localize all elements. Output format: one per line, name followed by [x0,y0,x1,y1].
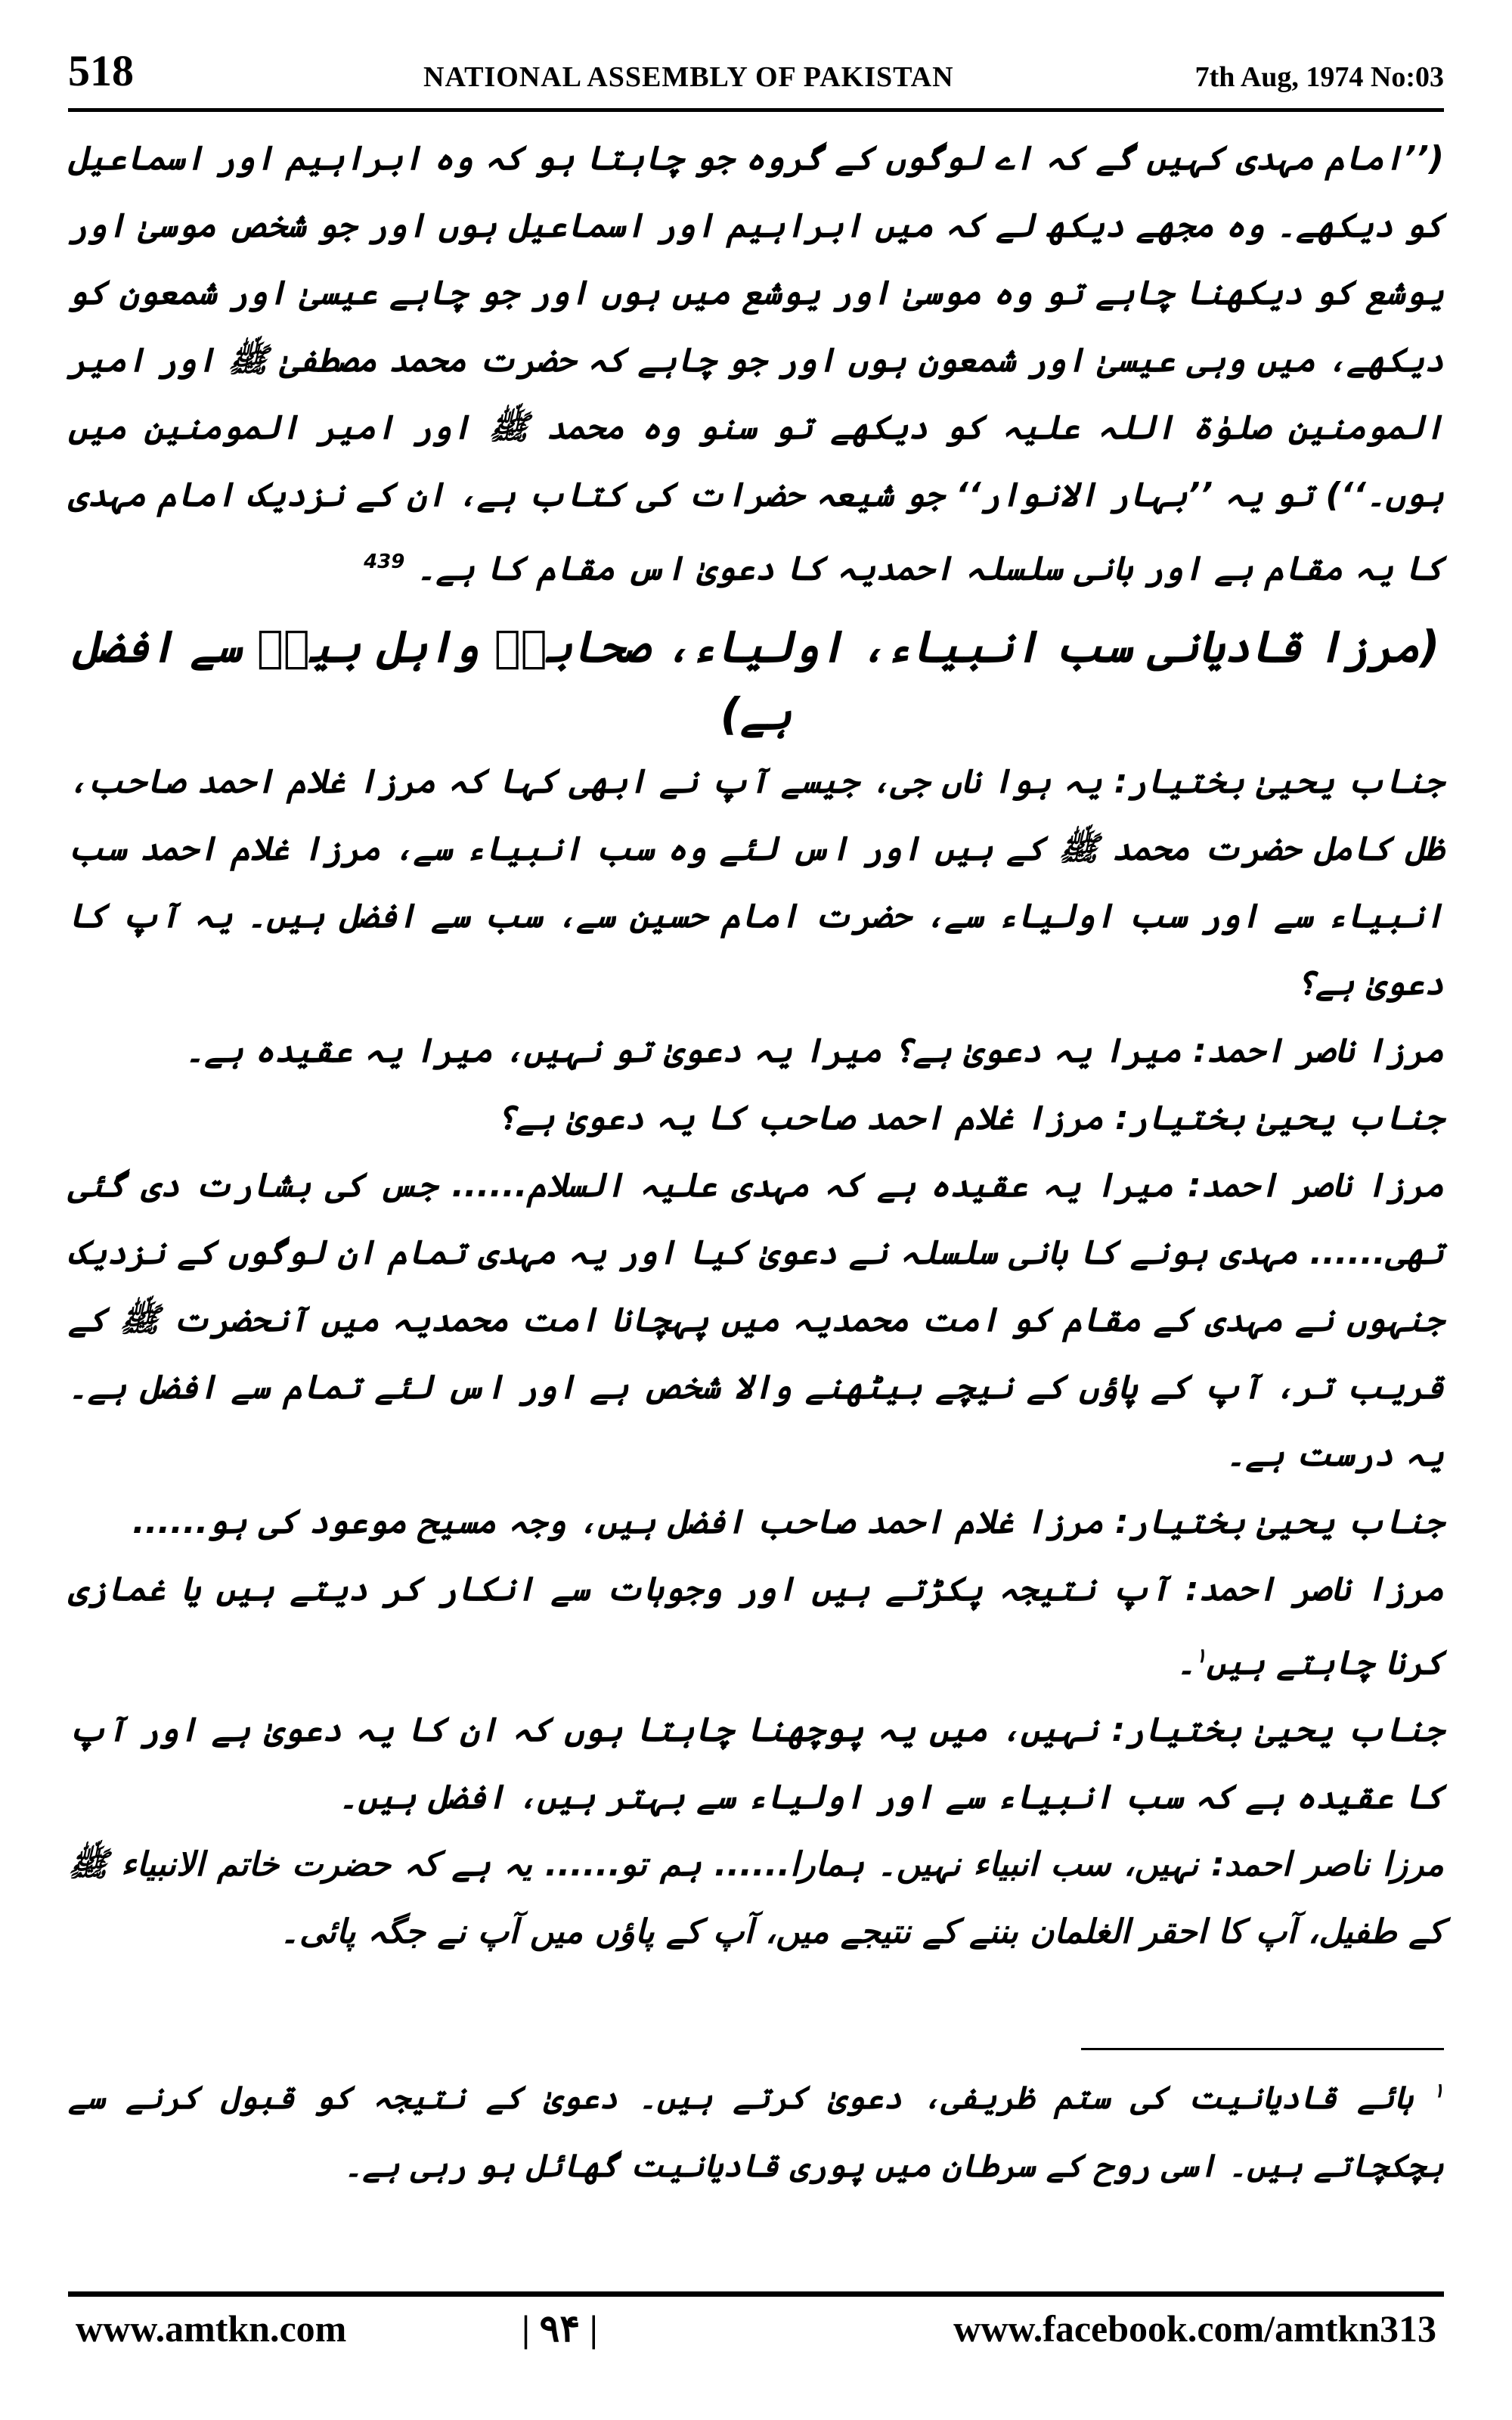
dialogue-paragraph [68,1084,1444,1152]
page-header [68,45,1444,106]
speaker-name: مرزا ناصر احمد: [1211,1845,1444,1885]
section-heading: (مرزا قادیانی سب انبیاء، اولیاء، صحابہؓ واہل بیتؓ سے افضل ہے) [72,620,1440,740]
footer-rule [68,2291,1444,2297]
speech-text: یہ ہوا ناں جی، جیسے آپ نے ابھی کہا کہ مرزا غلام احمد صاحب، ظل کامل حضرت محمد ﷺ کے ہیں اور اس لئے وہ سب انبیاء سے، مرزا غلام احمد سب انبیاء سے اور سب اولیاء سے، حضرت امام حسین سے، سب سے افضل ہیں۔ یہ آپ کا دعویٰ ہے؟ [68,762,1444,1003]
page-footer [68,2307,1444,2367]
footnote-marker: ۱ [1195,1644,1207,1668]
speaker-name: جناب یحییٰ بختیار: [1111,1711,1445,1750]
speaker-name: مرزا ناصر احمد: [1187,1165,1445,1205]
speech-text: آپ نتیجہ پکڑتے ہیں اور وجوہات سے انکار کر دیتے ہیں یا غمازی کرنا چاہتے ہیں [68,1569,1444,1683]
header-rule [68,108,1444,112]
footer-page-marker: | ۹۴ | [522,2307,598,2350]
facebook-link[interactable]: www.facebook.com/amtkn313 [953,2307,1436,2350]
speech-text: میرا یہ عقیدہ ہے کہ مہدی علیہ السلام...... جس کی بشارت دی گئی تھی...... مہدی ہونے کا بانی سلسلہ نے دعویٰ کیا اور یہ مہدی تمام ان لوگوں کے نزدیک جنہوں نے مہدی کے مقام کو امت محمدیہ میں پہچانا امت محمدیہ میں آنحضرت ﷺ کے قریب تر، آپ کے پاؤں کے نیچے بیٹھنے والا شخص ہے اور اس لئے تمام سے افضل ہے۔ یہ درست ہے۔ [68,1165,1444,1474]
dialogue-paragraph [68,1017,1444,1084]
speaker-name: جناب یحییٰ بختیار: [1114,762,1445,801]
header-date: 7th Aug, 1974 No:03 [1194,61,1444,93]
paragraph [68,125,1444,603]
speech-text: مرزا غلام احمد صاحب افضل ہیں، وجہ مسیح موعود کی ہو...... [132,1502,1104,1541]
paragraph-text: (’’امام مہدی کہیں گے کہ اے لوگوں کے گروہ جو چاہتا ہو کہ وہ ابراہیم اور اسماعیل کو دیکھے۔ وہ مجھے دیکھ لے کہ میں ابراہیم اور اسماعیل ہوں اور جو شخص موسیٰ اور یوشع کو دیکھنا چاہے تو وہ موسیٰ اور یوشع میں ہوں اور جو چاہے عیسیٰ اور شمعون کو دیکھے، میں وہی عیسیٰ اور شمعون ہوں اور جو چاہے کہ حضرت محمد مصطفیٰ ﷺ اور امیر المومنین صلوٰۃ اللہ علیہ کو دیکھے تو سنو وہ محمد ﷺ اور امیر المومنین میں ہوں۔‘‘) تو یہ ’’بہار الانوار‘‘ جو شیعہ حضرات کی کتاب ہے، ان کے نزدیک امام مہدی کا یہ مقام ہے اور بانی سلسلہ احمدیہ کا دعویٰ اس مقام کا ہے۔ [68,139,1444,588]
footnote [68,2057,1444,2200]
footnote-text: ہائے قادیانیت کی ستم ظریفی، دعویٰ کرتے ہیں۔ دعویٰ کے نتیجہ کو قبول کرنے سے ہچکچاتے ہیں۔ اسی روح کے سرطان میں پوری قادیانیت گھائل ہو رہی ہے۔ [68,2079,1444,2184]
footnote-number: ۱ [1433,2080,1444,2102]
speech-text: نہیں، میں یہ پوچھنا چاہتا ہوں کہ ان کا یہ دعویٰ ہے اور آپ کا عقیدہ ہے کہ سب انبیاء سے اور اولیاء سے بہتر ہیں، افضل ہیں۔ [68,1711,1444,1817]
dialogue-paragraph [68,748,1444,1017]
dialogue-paragraph: مرزا ناصر احمد: آپ نتیجہ پکڑتے ہیں اور وجوہات سے انکار کر دیتے ہیں یا غمازی کرنا چاہتے ہیں$^۱$۔ [68,1569,1445,1683]
speech-text: نہیں، سب انبیاء نہیں۔ ہمارا...... ہم تو...... یہ ہے کہ حضرت خاتم الانبیاء ﷺ کے طفیل، آپ کا احقر الغلمان بننے کے نتیجے میں، آپ کے پاؤں میں آپ نے جگہ پائی۔ [68,1845,1444,1952]
speech-text: مرزا غلام احمد صاحب کا یہ دعویٰ ہے؟ [496,1098,1104,1137]
header-title: NATIONAL ASSEMBLY OF PAKISTAN [423,61,954,93]
reference-number: 439 [364,551,405,573]
speaker-name: جناب یحییٰ بختیار: [1115,1502,1444,1541]
speaker-name: مرزا ناصر احمد: [1193,1031,1444,1070]
document-page [68,30,1444,2390]
body-text [68,125,1444,1965]
speaker-name: مرزا ناصر احمد: [1185,1569,1445,1609]
website-link[interactable]: www.amtkn.com [76,2307,347,2350]
footnote-rule [1081,2048,1444,2050]
speaker-name: جناب یحییٰ بختیار: [1115,1098,1444,1137]
page-number: 518 [68,46,134,95]
dialogue-paragraph [68,1696,1444,1831]
dialogue-paragraph [68,1488,1444,1556]
speech-text: میرا یہ دعویٰ ہے؟ میرا یہ دعویٰ تو نہیں، میرا یہ عقیدہ ہے۔ [184,1031,1182,1070]
dialogue-paragraph [68,1152,1444,1488]
dialogue-paragraph [68,1831,1444,1965]
